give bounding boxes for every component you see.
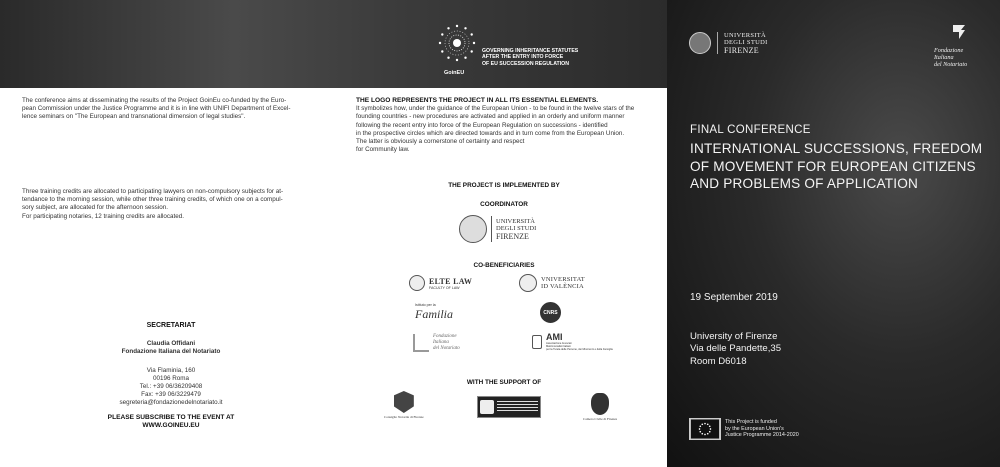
cover-panel	[667, 0, 1000, 467]
credits-paragraph: Three training credits are allocated to participating lawyers on non-compulsory subjects for at- tendance to the morning session, while other three training credits, of which one on a compul- sory subject, are allocated for the afternoon session. For participating notaries, 12 training credits are allocated.	[22, 188, 284, 220]
camera-civile-logo: Camera Civile di Firenze	[583, 393, 617, 421]
cover-unifi-seal-icon	[689, 32, 711, 54]
subscribe-note: PLEASE SUBSCRIBE TO THE EVENT AT WWW.GOINEU.EU	[22, 414, 320, 430]
elte-law-logo: ELTE LAW FACULTY OF LAW	[409, 275, 472, 291]
fondazione-mark-icon	[949, 22, 969, 42]
elte-seal-icon	[409, 275, 425, 291]
co-beneficiaries-heading: CO-BENEFICIARIES	[473, 262, 535, 269]
fondazione-mark-icon	[413, 334, 429, 352]
conference-date: 19 September 2019	[690, 292, 778, 303]
logo-description: THE LOGO REPRESENTS THE PROJECT IN ALL ITS ESSENTIAL ELEMENTS. It symbolizes how, under the guidance of the European Union - to be found in the twelve stars of the founding countries - new procedures are activated and applied in an orderly and uniform manner following the recent entry into force of the European Regulation on successions - identified in the prospective circles which are directed towards and in turn come from the European Union. The latter is obviously a cornerstone of certainty and respect for Community law.	[356, 97, 652, 154]
logo-heading: THE LOGO REPRESENTS THE PROJECT IN ALL ITS ESSENTIAL ELEMENTS.	[356, 97, 599, 104]
coordinator-heading: COORDINATOR	[480, 201, 528, 208]
support-badge-logo	[477, 396, 541, 418]
camera-crest-icon	[591, 393, 609, 415]
fondazione-notariato-logo: Fondazione Italiana del Notariato	[413, 334, 460, 352]
valencia-logo: VNIVERSITAT ID VALÈNCIA	[519, 274, 585, 292]
cnrs-logo: CNRS	[540, 302, 561, 323]
eu-funding-notice: This Project is funded by the European Union's Justice Programme 2014-2020	[689, 418, 799, 440]
eu-flag-icon	[689, 418, 721, 440]
goineu-name: GoinEU	[444, 70, 465, 76]
consiglio-notarile-logo: Consiglio Notarile di Firenze	[384, 391, 424, 419]
intro-paragraph: The conference aims at disseminating the results of the Project GoinEu co-funded by the Euro- pean Commission under the Justice Programme and it is in line with UNIFI Department of Excel- lence seminars on "The European and transnational dimension of legal studies".	[22, 97, 291, 121]
with-support-heading: WITH THE SUPPORT OF	[466, 379, 542, 386]
cover-fondazione-logo: Fondazione Italiana del Notariato	[934, 22, 984, 68]
secretariat-address: Via Flaminia, 160 00196 Roma Tel.: +39 06/36209408 Fax: +39 06/3229479 segreteria@fondazionedelnotariato.it	[22, 367, 320, 408]
implemented-by-heading: THE PROJECT IS IMPLEMENTED BY	[448, 182, 560, 189]
header-band	[0, 0, 667, 88]
valencia-seal-icon	[519, 274, 537, 292]
conference-title: INTERNATIONAL SUCCESSIONS, FREEDOM OF MOVEMENT FOR EUROPEAN CITIZENS AND PROBLEMS OF APPLICATION	[690, 141, 983, 192]
badge-emblem-icon	[480, 400, 494, 414]
ami-logo: AMI Associazione Avvocati Matrimonialisti Italiani per la Tutela delle Persone, dei Minorenni e della Famiglia	[532, 332, 613, 352]
unifi-coordinator-logo: UNIVERSITÀ DEGLI STUDI FIRENZE	[459, 215, 536, 243]
secretariat-email[interactable]: segreteria@fondazionedelnotariato.it	[119, 399, 223, 407]
goineu-dots-icon	[436, 22, 478, 64]
cover-unifi-logo: UNIVERSITÀ DEGLI STUDI FIRENZE	[689, 32, 768, 54]
conference-venue: University of Firenze Via delle Pandette,35 Room D6018	[690, 331, 782, 367]
secretariat-block	[22, 322, 320, 430]
goineu-logo	[436, 22, 656, 84]
familia-logo: Istituto per la Familia	[415, 303, 453, 321]
consiglio-crest-icon	[394, 391, 414, 413]
unifi-seal-icon	[459, 215, 487, 243]
goineu-tagline: GOVERNING INHERITANCE STATUTES AFTER THE ENTRY INTO FORCE OF EU SUCCESSION REGULATION	[482, 48, 579, 67]
final-conference-label: FINAL CONFERENCE	[690, 124, 811, 136]
secretariat-title: SECRETARIAT	[146, 322, 196, 329]
secretariat-name: Claudia Offidani	[146, 340, 196, 348]
subscribe-link[interactable]: WWW.GOINEU.EU	[142, 421, 200, 429]
secretariat-org: Fondazione Italiana del Notariato	[121, 348, 221, 356]
ami-mark-icon	[532, 335, 542, 349]
